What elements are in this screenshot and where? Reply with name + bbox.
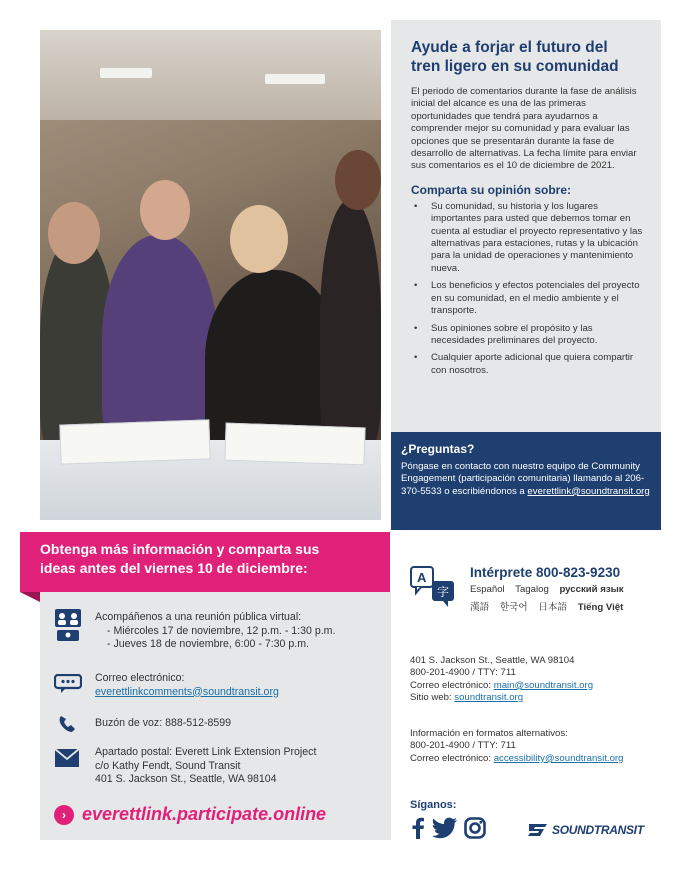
photo-map-paper bbox=[59, 419, 210, 464]
lang-japanese: 日本語 bbox=[538, 602, 568, 613]
phone-icon bbox=[57, 714, 79, 734]
lang-tagalog: Tagalog bbox=[515, 584, 549, 595]
photo-ceiling bbox=[40, 30, 381, 120]
share-item: • Su comunidad, su historia y los lugares importantes para usted que debemos tomar en cuenta al estudiar el proyecto representativo y las alternativas para estaciones, rutas y la ubicación para la unidad de operaciones y mantenimiento nueva. bbox=[411, 201, 643, 275]
alt-formats-email-label: Correo electrónico: bbox=[410, 752, 494, 764]
postal-line: 401 S. Jackson St., Seattle, WA 98104 bbox=[95, 773, 277, 785]
share-item: • Sus opiniones sobre el propósito y las necesidades preliminares del proyecto. bbox=[411, 323, 643, 348]
lang-russian: русский язык bbox=[559, 584, 624, 595]
office-email-line bbox=[410, 680, 593, 692]
comments-email-link[interactable]: everettlinkcomments@soundtransit.org bbox=[95, 685, 279, 698]
interpreter-title: Intérprete 800-823-9230 bbox=[470, 565, 621, 580]
email-text bbox=[95, 672, 279, 699]
office-address: 401 S. Jackson St., Seattle, WA 98104 bbox=[410, 655, 575, 666]
voicemail-text: Buzón de voz: 888-512-8599 bbox=[95, 717, 232, 729]
postal-line: Apartado postal: Everett Link Extension Project bbox=[95, 746, 317, 758]
accessibility-email-link[interactable]: accessibility@soundtransit.org bbox=[493, 752, 624, 764]
participation-panel bbox=[40, 592, 391, 840]
photo-person-head bbox=[140, 180, 190, 240]
lang-chinese: 漢語 bbox=[470, 602, 490, 613]
office-web-label: Sitio web: bbox=[410, 692, 455, 704]
photo-ceiling-light bbox=[100, 68, 152, 78]
facebook-icon[interactable] bbox=[410, 817, 426, 839]
meeting-date: - Miércoles 17 de noviembre, 12 p.m. - 1:30 p.m. bbox=[107, 624, 336, 637]
more-info-banner bbox=[20, 532, 390, 592]
intro-panel bbox=[391, 20, 661, 432]
photo-map-paper bbox=[224, 423, 365, 466]
office-contact bbox=[410, 655, 593, 705]
mail-envelope-icon bbox=[54, 748, 80, 768]
sound-transit-logo bbox=[527, 822, 644, 838]
intro-body: El periodo de comentarios durante la fase de análisis inicial del alcance es una de las primeras oportunidades que tendrá para ayudarnos a comprender mejor su comunidad y para evaluar las opciones que se presentarán durante la fase de desarrollo de alternativas. La fecha límite para enviar sus comentarios es el 10 de diciembre de 2021. bbox=[411, 86, 637, 172]
lang-vietnamese: Tiếng Việt bbox=[577, 602, 624, 613]
alt-formats-phone: 800-201-4900 / TTY: 711 bbox=[410, 740, 516, 752]
intro-title-line1: Ayude a forjar el futuro del bbox=[411, 39, 608, 56]
office-email-link[interactable]: main@soundtransit.org bbox=[493, 679, 594, 691]
languages-line2 bbox=[470, 599, 631, 613]
office-web-line bbox=[410, 692, 593, 704]
office-phone: 800-201-4900 / TTY: 711 bbox=[410, 667, 516, 679]
more-info-line2: ideas antes del viernes 10 de diciembre: bbox=[40, 560, 308, 576]
website-link-row[interactable] bbox=[54, 804, 326, 825]
chevron-right-icon: › bbox=[54, 805, 74, 825]
postal-line: c/o Kathy Fendt, Sound Transit bbox=[95, 759, 241, 772]
questions-heading: ¿Preguntas? bbox=[401, 442, 475, 456]
community-meeting-photo bbox=[40, 30, 381, 520]
intro-title bbox=[411, 38, 643, 76]
website-url-link[interactable]: everettlink.participate.online bbox=[82, 804, 327, 824]
svg-text:A: A bbox=[417, 570, 427, 585]
meeting-label: Acompáñenos a una reunión pública virtual: bbox=[95, 611, 302, 623]
more-info-line1: Obtenga más información y comparta sus bbox=[40, 541, 320, 557]
instagram-icon[interactable] bbox=[464, 817, 486, 839]
email-label: Correo electrónico: bbox=[95, 672, 185, 684]
social-links bbox=[410, 817, 486, 839]
photo-ceiling-light bbox=[265, 74, 325, 84]
twitter-icon[interactable] bbox=[432, 817, 458, 839]
office-web-link[interactable]: soundtransit.org bbox=[454, 692, 524, 704]
photo-person-head bbox=[48, 202, 100, 264]
translation-icon bbox=[410, 563, 458, 611]
postal-text bbox=[95, 746, 316, 787]
languages-line1 bbox=[470, 584, 632, 595]
share-list bbox=[411, 201, 643, 377]
share-item: • Los beneficios y efectos potenciales del proyecto en su comunidad, en el medio ambiente y el transporte. bbox=[411, 280, 643, 317]
intro-title-line2: tren ligero en su comunidad bbox=[411, 58, 619, 75]
lang-korean: 한국어 bbox=[499, 602, 528, 613]
meeting-text bbox=[95, 611, 335, 652]
alt-formats-heading: Información en formatos alternativos: bbox=[410, 728, 568, 739]
questions-email-link[interactable]: everettlink@soundtransit.org bbox=[527, 485, 650, 497]
photo-person bbox=[320, 200, 381, 450]
comment-icon bbox=[54, 674, 82, 694]
share-heading: Comparta su opinión sobre: bbox=[411, 182, 572, 197]
questions-body bbox=[401, 461, 651, 498]
share-item: • Cualquier aporte adicional que quiera compartir con nosotros. bbox=[411, 352, 643, 377]
photo-person bbox=[102, 235, 217, 450]
lang-espanol: Español bbox=[470, 584, 505, 595]
svg-text:字: 字 bbox=[437, 585, 450, 599]
office-email-label: Correo electrónico: bbox=[410, 679, 494, 691]
sound-transit-logo-text: SOUNDTRANSIT bbox=[552, 823, 644, 837]
sound-transit-logo-mark-icon bbox=[527, 822, 549, 838]
photo-person-head bbox=[335, 150, 381, 210]
virtual-meeting-icon bbox=[54, 608, 82, 642]
alt-formats-contact bbox=[410, 728, 623, 765]
photo-person-head bbox=[230, 205, 288, 273]
questions-body-text: Póngase en contacto con nuestro equipo de Community Engagement (participación comunitaria) llamando al 206-370-5533 o escribiéndonos a bbox=[401, 461, 645, 497]
follow-us-label: Síganos: bbox=[410, 799, 457, 811]
interpreter-block bbox=[410, 563, 660, 623]
meeting-date: - Jueves 18 de noviembre, 6:00 - 7:30 p.m. bbox=[107, 638, 309, 650]
alt-formats-email-line bbox=[410, 753, 623, 765]
questions-box bbox=[391, 432, 661, 530]
banner-fold bbox=[20, 592, 40, 602]
